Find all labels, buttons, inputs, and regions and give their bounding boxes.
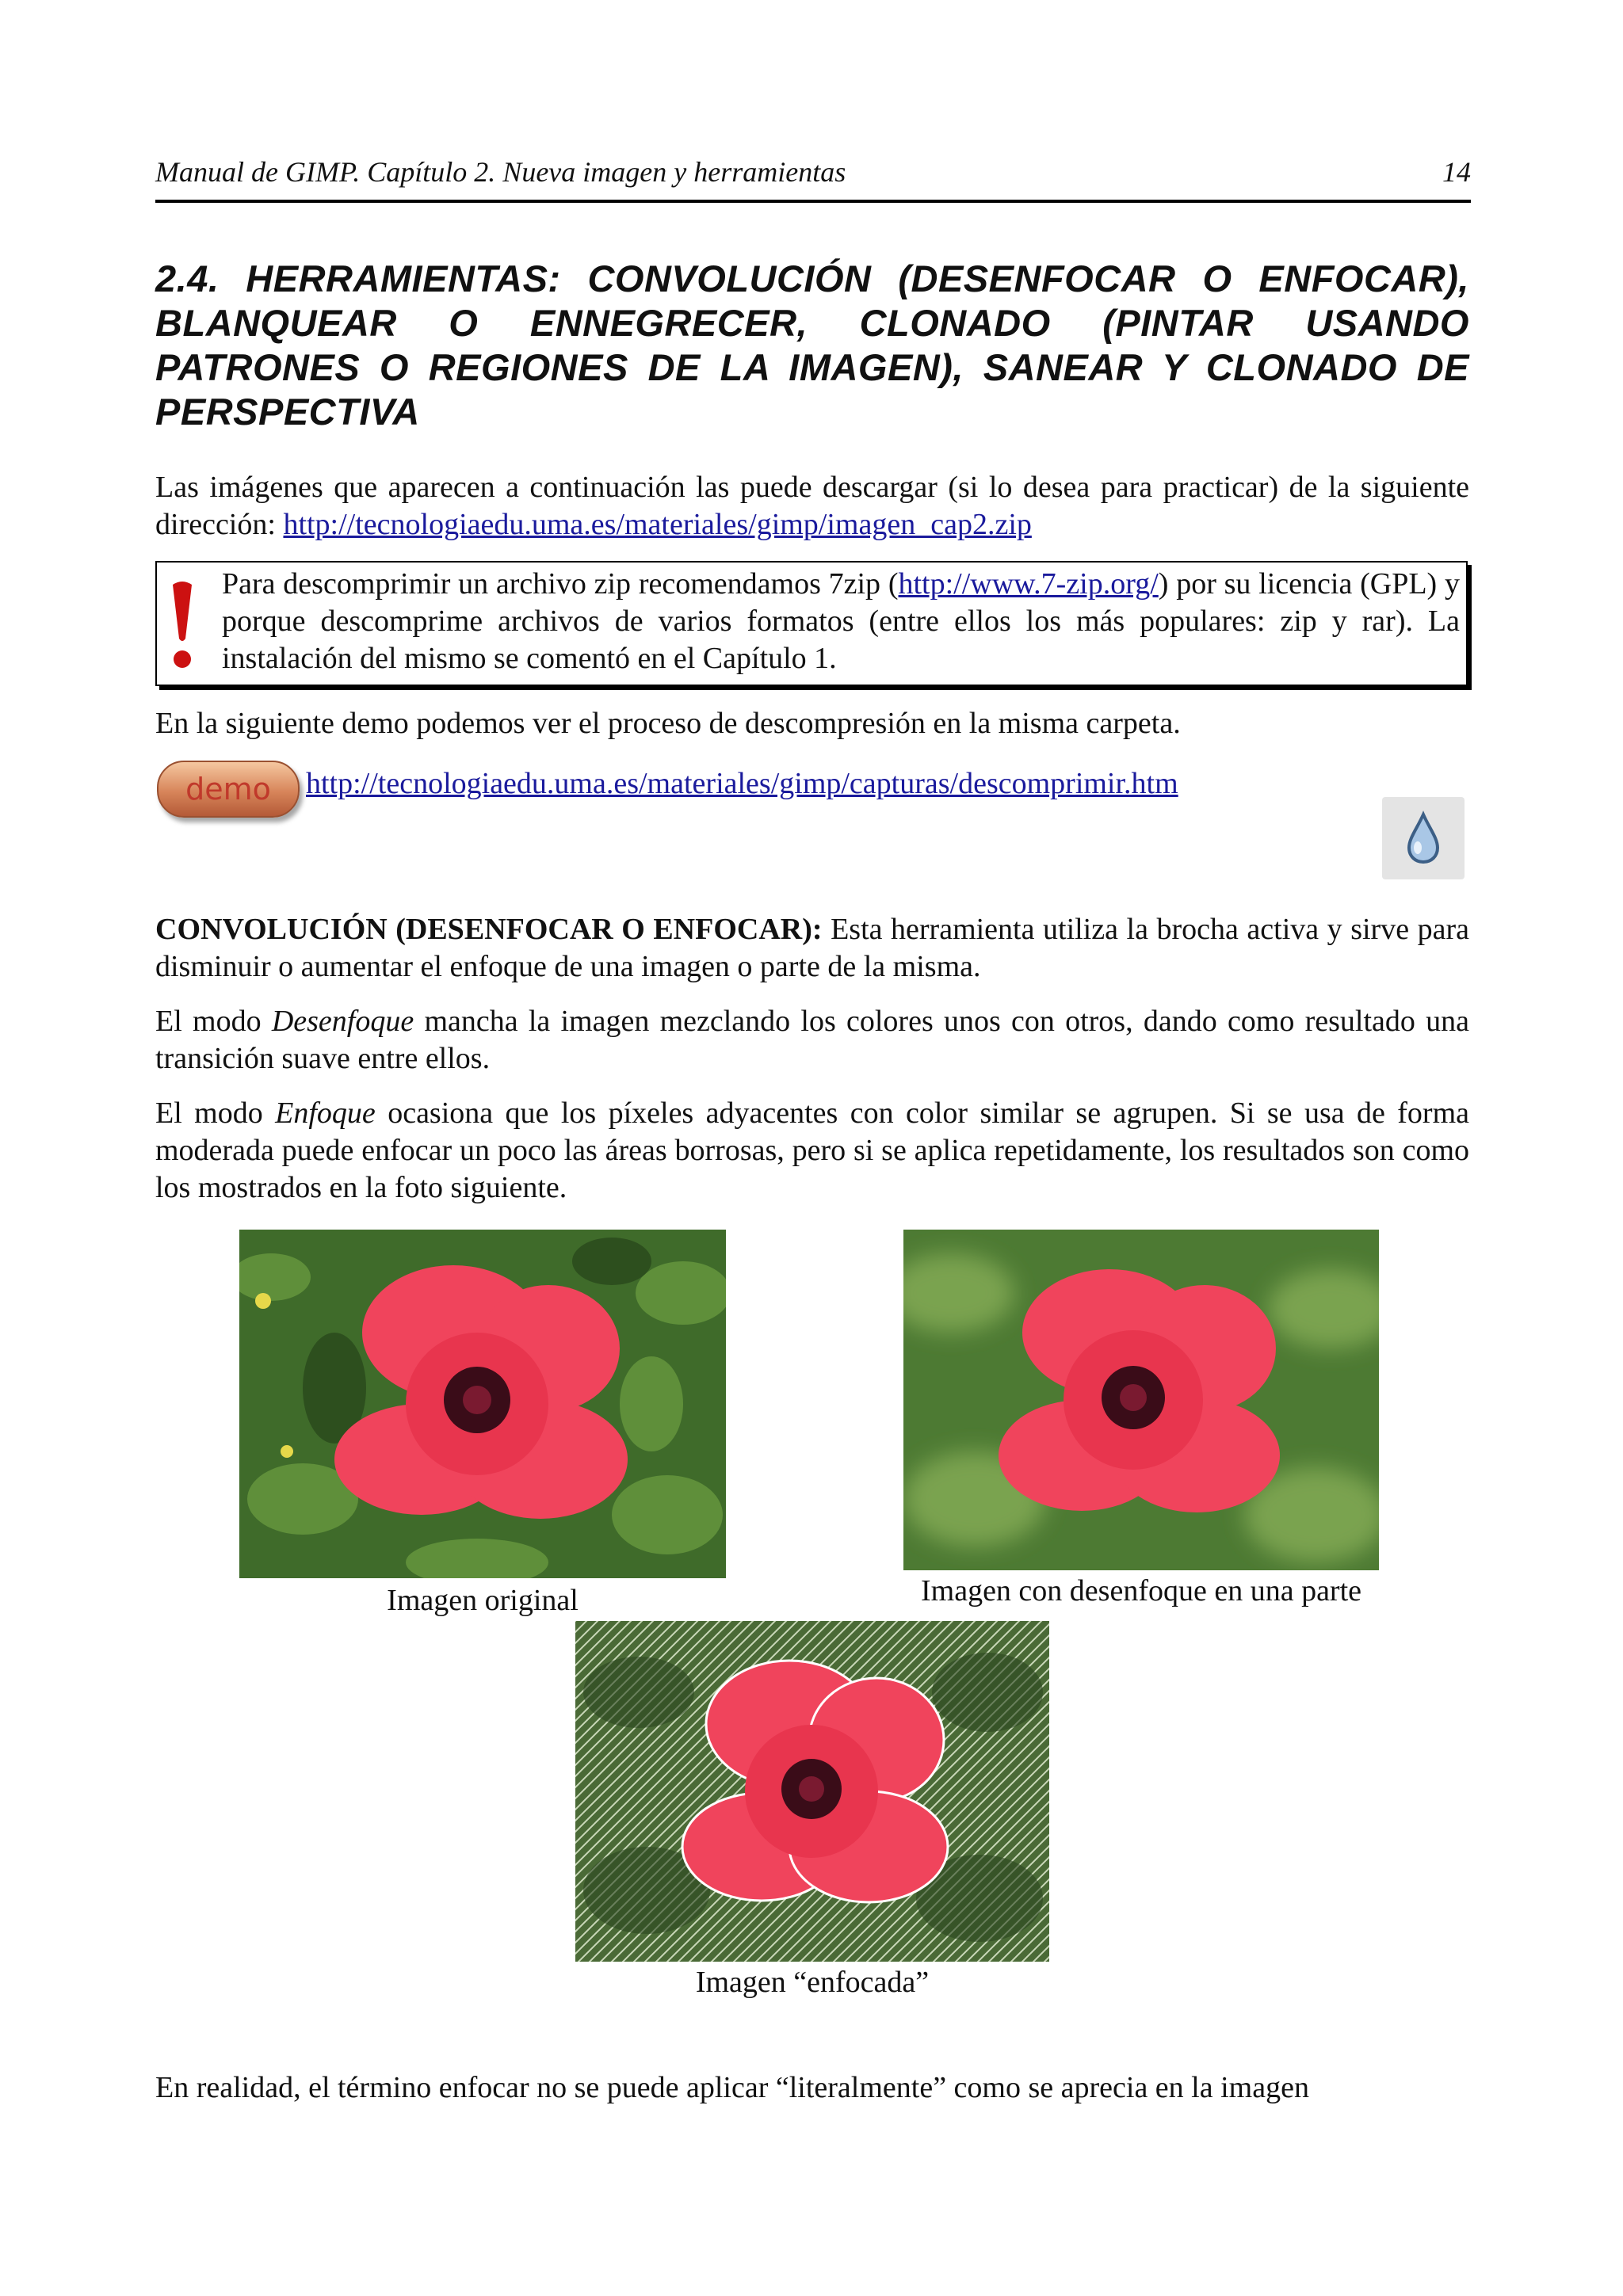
intro-text: Las imágenes que aparecen a continuación las puede descargar (si lo desea para practicar) de la siguiente dirección: bbox=[155, 471, 1469, 541]
blur-tool-icon bbox=[1382, 797, 1465, 879]
demo-link-line bbox=[306, 765, 1336, 803]
blur-mode-paragraph bbox=[155, 1003, 1469, 1077]
exclamation-icon bbox=[166, 577, 198, 672]
notice-box bbox=[155, 561, 1468, 686]
closing-paragraph: En realidad, el término enfocar no se puede aplicar “literalmente” como se aprecia en la imagen bbox=[155, 2071, 1309, 2104]
caption-original: Imagen original bbox=[387, 1584, 579, 1617]
notice-text-before: Para descomprimir un archivo zip recomendamos 7zip ( bbox=[222, 567, 899, 601]
7zip-link[interactable]: http://www.7-zip.org/ bbox=[898, 567, 1159, 601]
convolution-paragraph bbox=[155, 911, 1469, 986]
notice-text-after: ) por su licencia (GPL) y porque descomprime archivos de varios formatos (entre ellos los más populares: zip y rar). La instalación del mismo se comentó en el Capítulo 1. bbox=[222, 567, 1460, 675]
blur-term: Desenfoque bbox=[271, 1005, 414, 1038]
demo-intro: En la siguiente demo podemos ver el proceso de descompresión en la misma carpeta. bbox=[155, 707, 1181, 740]
demo-link[interactable]: http://tecnologiaedu.uma.es/materiales/gimp/capturas/descomprimir.htm bbox=[306, 767, 1178, 800]
caption-sharpened: Imagen “enfocada” bbox=[695, 1966, 930, 1999]
convolution-text: Esta herramienta utiliza la brocha activa y sirve para disminuir o aumentar el enfoque de una imagen o parte de la misma. bbox=[155, 913, 1469, 983]
running-header bbox=[155, 155, 1471, 203]
photo-blurred bbox=[903, 1230, 1379, 1570]
header-title: Manual de GIMP. Capítulo 2. Nueva imagen y herramientas bbox=[155, 156, 846, 188]
blur-prefix: El modo bbox=[155, 1005, 272, 1038]
page-number: 14 bbox=[1442, 156, 1471, 188]
section-heading: 2.4. HERRAMIENTAS: CONVOLUCIÓN (DESENFOCAR O ENFOCAR), BLANQUEAR O ENNEGRECER, CLONADO (PINTAR USANDO PATRONES O REGIONES DE LA IMAGEN), SANEAR Y CLONADO DE PERSPECTIVA bbox=[155, 257, 1469, 433]
photo-original bbox=[239, 1230, 726, 1578]
convolution-term: CONVOLUCIÓN (DESENFOCAR O ENFOCAR): bbox=[155, 913, 823, 946]
blur-text: mancha la imagen mezclando los colores unos con otros, dando como resultado una transición suave entre ellos. bbox=[155, 1005, 1470, 1075]
caption-blurred: Imagen con desenfoque en una parte bbox=[920, 1574, 1362, 1608]
notice-text bbox=[222, 566, 1460, 677]
photo-sharpened bbox=[575, 1621, 1049, 1962]
download-link[interactable]: http://tecnologiaedu.uma.es/materiales/gimp/imagen_cap2.zip bbox=[283, 508, 1032, 541]
sharpen-term: Enfoque bbox=[275, 1097, 376, 1130]
sharpen-text: ocasiona que los píxeles adyacentes con color similar se agrupen. Si se usa de forma moderada puede enfocar un poco las áreas borrosas, pero si se aplica repetidamente, los resultados son como los mostrados en la foto siguiente. bbox=[155, 1097, 1470, 1204]
sharpen-prefix: El modo bbox=[155, 1097, 276, 1130]
sharpen-mode-paragraph bbox=[155, 1095, 1469, 1207]
demo-button[interactable]: demo bbox=[157, 761, 300, 818]
intro-paragraph bbox=[155, 469, 1469, 543]
